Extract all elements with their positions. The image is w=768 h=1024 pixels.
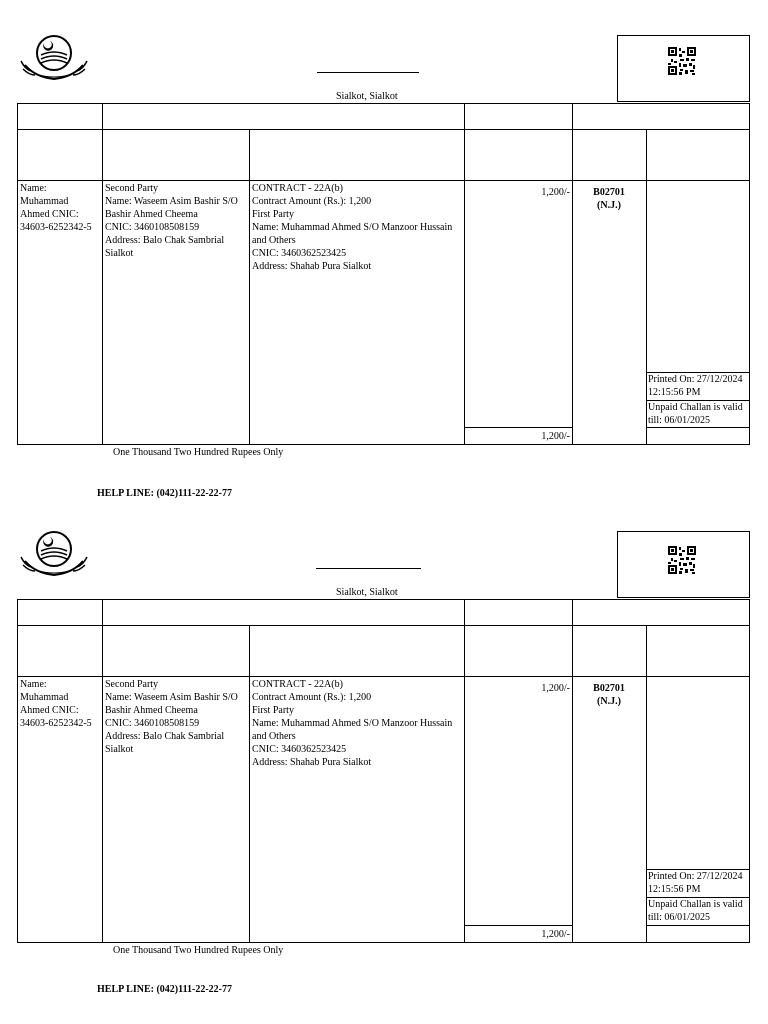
location-label: Sialkot, Sialkot [336,587,398,598]
amount-value: 1,200/- [541,683,570,694]
total-value: 1,200/- [541,929,570,940]
punjab-emblem-icon [17,527,91,581]
qr-code-icon [668,47,696,75]
valid-till: Unpaid Challan is valid till: 06/01/2025 [648,899,743,923]
title-underline [317,72,419,73]
second-party-info: Second Party Name: Waseem Asim Bashir S/O Bashir Ahmed Cheema CNIC: 3460108508159 Address: Balo Chak Sambrial Sialkot [105,183,238,259]
second-party-info: Second Party Name: Waseem Asim Bashir S/O Bashir Ahmed Cheema CNIC: 3460108508159 Address: Balo Chak Sambrial Sialkot [105,679,238,755]
challan-table [17,599,750,943]
contract-details: CONTRACT - 22A(b) Contract Amount (Rs.): 1,200 First Party Name: Muhammad Ahmed S/O Manzoor Hussain and Others CNIC: 3460362523425 Address: Shahab Pura Sialkot [252,183,453,272]
contract-details: CONTRACT - 22A(b) Contract Amount (Rs.): 1,200 First Party Name: Muhammad Ahmed S/O Manzoor Hussain and Others CNIC: 3460362523425 Address: Shahab Pura Sialkot [252,679,453,768]
helpline: HELP LINE: (042)111-22-22-77 [97,488,233,499]
challan-copy-1 [0,0,768,500]
location-label: Sialkot, Sialkot [336,91,398,102]
challan-table [17,103,750,445]
printed-on: Printed On: 27/12/2024 12:15:56 PM [648,374,743,398]
helpline: HELP LINE: (042)111-22-22-77 [97,984,233,995]
amount-in-words: One Thousand Two Hundred Rupees Only [113,447,284,458]
code-value: B02701 (N.J.) [593,187,625,211]
payer-info: Name: Muhammad Ahmed CNIC: 34603-6252342-5 [20,679,92,729]
punjab-emblem-icon [17,31,91,85]
valid-till: Unpaid Challan is valid till: 06/01/2025 [648,402,743,426]
total-value: 1,200/- [541,431,570,442]
printed-on: Printed On: 27/12/2024 12:15:56 PM [648,871,743,895]
payer-info: Name: Muhammad Ahmed CNIC: 34603-6252342-5 [20,183,92,233]
amount-in-words: One Thousand Two Hundred Rupees Only [113,945,284,956]
challan-copy-2 [0,496,768,996]
code-value: B02701 (N.J.) [593,683,625,707]
qr-code-icon [668,546,696,574]
title-underline [316,568,421,569]
amount-value: 1,200/- [541,187,570,198]
